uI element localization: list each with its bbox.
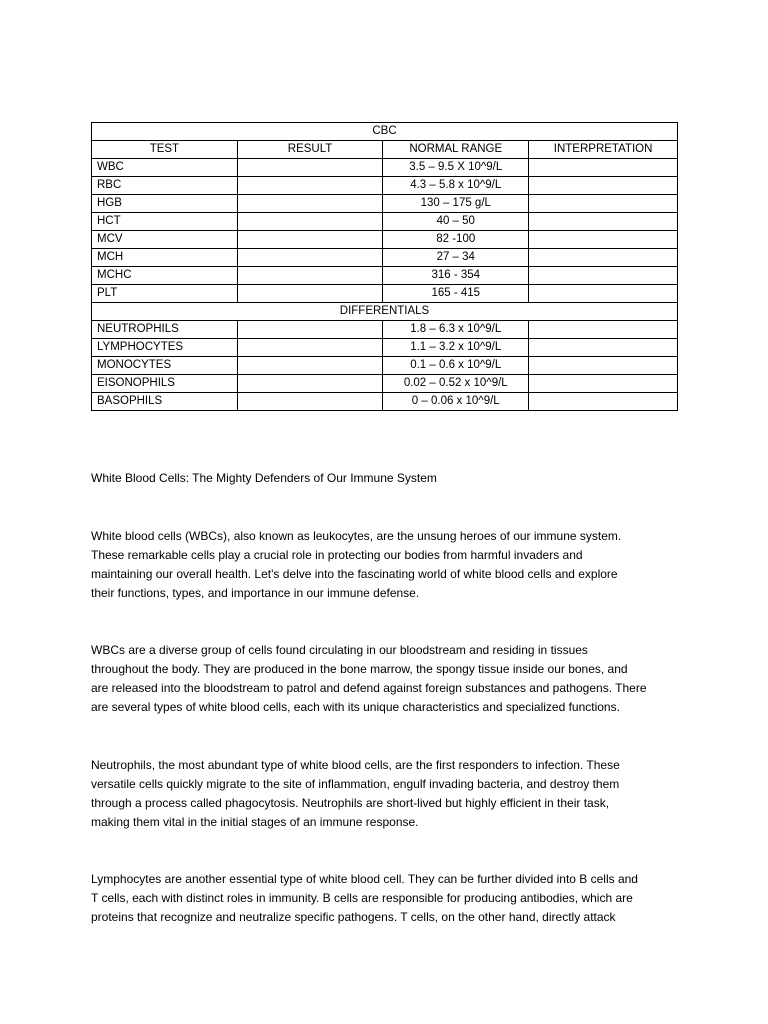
interpretation-cell (529, 267, 678, 285)
table-header-row (92, 141, 678, 159)
test-cell: NEUTROPHILS (92, 321, 238, 339)
table-row (92, 393, 678, 411)
test-cell: EISONOPHILS (92, 375, 238, 393)
normal-range-cell: 1.1 – 3.2 x 10^9/L (383, 339, 529, 357)
test-cell: PLT (92, 285, 238, 303)
interpretation-cell (529, 339, 678, 357)
normal-range-cell: 0 – 0.06 x 10^9/L (383, 393, 529, 411)
text-line: throughout the body. They are produced in the bone marrow, the spongy tissue inside our bones, and (91, 662, 628, 676)
result-cell (237, 267, 383, 285)
cbc-table (91, 122, 678, 411)
text-line: their functions, types, and importance in our immune defense. (91, 586, 420, 600)
normal-range-cell: 40 – 50 (383, 213, 529, 231)
interpretation-cell (529, 177, 678, 195)
text-line: Neutrophils, the most abundant type of white blood cells, are the first responders to infection. These (91, 758, 620, 772)
table-row (92, 375, 678, 393)
result-cell (237, 375, 383, 393)
text-line: White blood cells (WBCs), also known as leukocytes, are the unsung heroes of our immune system. (91, 529, 622, 543)
test-cell: HGB (92, 195, 238, 213)
result-cell (237, 357, 383, 375)
table-row (92, 357, 678, 375)
paragraph (91, 870, 681, 927)
interpretation-cell (529, 375, 678, 393)
text-line: through a process called phagocytosis. Neutrophils are short-lived but highly efficient in their task, (91, 796, 610, 810)
interpretation-cell (529, 213, 678, 231)
normal-range-cell: 130 – 175 g/L (383, 195, 529, 213)
interpretation-cell (529, 231, 678, 249)
test-cell: MCH (92, 249, 238, 267)
normal-range-cell: 0.02 – 0.52 x 10^9/L (383, 375, 529, 393)
normal-range-cell: 316 - 354 (383, 267, 529, 285)
table-row (92, 321, 678, 339)
test-cell: MCV (92, 231, 238, 249)
test-cell: MONOCYTES (92, 357, 238, 375)
table-row (92, 159, 678, 177)
normal-range-cell: 27 – 34 (383, 249, 529, 267)
table-title: CBC (92, 123, 678, 141)
table-row (92, 339, 678, 357)
section-row (92, 303, 678, 321)
text-line: maintaining our overall health. Let's delve into the fascinating world of white blood cells and explore (91, 567, 618, 581)
text-line: proteins that recognize and neutralize specific pathogens. T cells, on the other hand, directly attack (91, 910, 616, 924)
result-cell (237, 195, 383, 213)
paragraph (91, 756, 681, 832)
result-cell (237, 339, 383, 357)
normal-range-cell: 1.8 – 6.3 x 10^9/L (383, 321, 529, 339)
table-row (92, 249, 678, 267)
header-normal-range: NORMAL RANGE (383, 141, 529, 159)
result-cell (237, 177, 383, 195)
section-title: DIFFERENTIALS (92, 303, 678, 321)
header-result: RESULT (237, 141, 383, 159)
interpretation-cell (529, 285, 678, 303)
table-row (92, 231, 678, 249)
text-line: Lymphocytes are another essential type of white blood cell. They can be further divided into B cells and (91, 872, 638, 886)
test-cell: BASOPHILS (92, 393, 238, 411)
interpretation-cell (529, 357, 678, 375)
text-line: versatile cells quickly migrate to the site of inflammation, engulf invading bacteria, and destroy them (91, 777, 620, 791)
text-line: making them vital in the initial stages of an immune response. (91, 815, 419, 829)
test-cell: WBC (92, 159, 238, 177)
interpretation-cell (529, 195, 678, 213)
normal-range-cell: 82 -100 (383, 231, 529, 249)
result-cell (237, 285, 383, 303)
result-cell (237, 249, 383, 267)
header-test: TEST (92, 141, 238, 159)
table-row (92, 267, 678, 285)
table-row (92, 285, 678, 303)
result-cell (237, 231, 383, 249)
interpretation-cell (529, 249, 678, 267)
result-cell (237, 393, 383, 411)
interpretation-cell (529, 321, 678, 339)
table-row (92, 177, 678, 195)
test-cell: HCT (92, 213, 238, 231)
text-line: are released into the bloodstream to patrol and defend against foreign substances and pathogens. There (91, 681, 647, 695)
text-line: are several types of white blood cells, each with its unique characteristics and specialized functions. (91, 700, 620, 714)
test-cell: MCHC (92, 267, 238, 285)
result-cell (237, 321, 383, 339)
text-line: These remarkable cells play a crucial role in protecting our bodies from harmful invaders and (91, 548, 583, 562)
normal-range-cell: 165 - 415 (383, 285, 529, 303)
normal-range-cell: 0.1 – 0.6 x 10^9/L (383, 357, 529, 375)
table-title-row (92, 123, 678, 141)
result-cell (237, 159, 383, 177)
normal-range-cell: 4.3 – 5.8 x 10^9/L (383, 177, 529, 195)
paragraph (91, 527, 681, 603)
text-line: WBCs are a diverse group of cells found circulating in our bloodstream and residing in tissues (91, 643, 588, 657)
interpretation-cell (529, 159, 678, 177)
paragraph (91, 641, 681, 717)
table-row (92, 195, 678, 213)
test-cell: LYMPHOCYTES (92, 339, 238, 357)
header-interpretation: INTERPRETATION (529, 141, 678, 159)
test-cell: RBC (92, 177, 238, 195)
interpretation-cell (529, 393, 678, 411)
normal-range-cell: 3.5 – 9.5 X 10^9/L (383, 159, 529, 177)
document-title: White Blood Cells: The Mighty Defenders of Our Immune System (91, 471, 437, 485)
table-row (92, 213, 678, 231)
text-line: T cells, each with distinct roles in immunity. B cells are responsible for producing antibodies, which are (91, 891, 633, 905)
result-cell (237, 213, 383, 231)
